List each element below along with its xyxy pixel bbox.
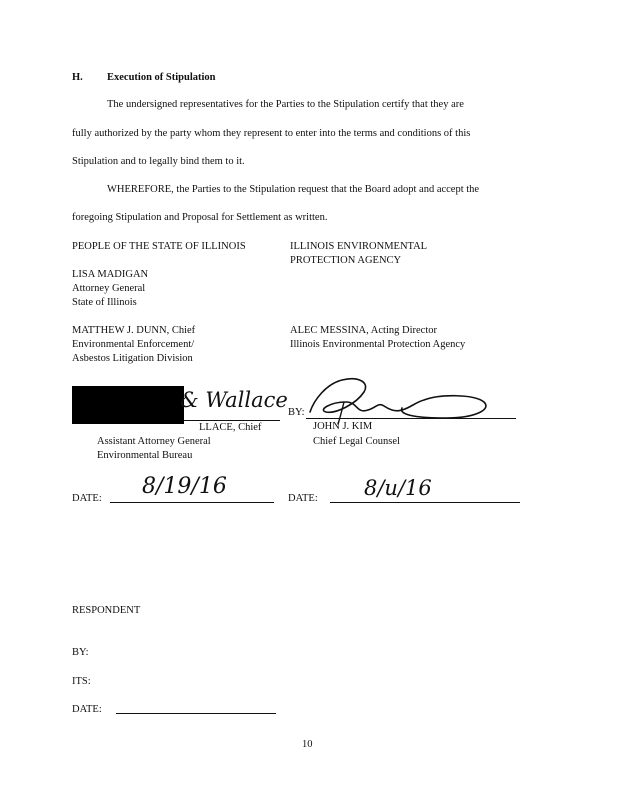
right-signer-title: Chief Legal Counsel xyxy=(313,436,400,447)
respondent-date-line xyxy=(116,713,276,714)
right-party-line1: ILLINOIS ENVIRONMENTAL xyxy=(290,241,428,252)
para1-line2: fully authorized by the party whom they represent to enter into the terms and conditions of this xyxy=(72,128,471,139)
para1-line1: The undersigned representatives for the Parties to the Stipulation certify that they are xyxy=(107,99,464,110)
left-date-line xyxy=(110,502,274,503)
right-date-line xyxy=(330,502,520,503)
para1-line3: Stipulation and to legally bind them to it. xyxy=(72,156,245,167)
left-signature: & Wallace xyxy=(180,388,288,412)
right-signature xyxy=(306,372,496,427)
right-signer-name: JOHN J. KIM xyxy=(313,421,373,432)
page-number: 10 xyxy=(302,739,313,750)
right-date-label: DATE: xyxy=(288,493,318,504)
respondent-by-label: BY: xyxy=(72,647,89,658)
ag-title: Attorney General xyxy=(72,283,146,294)
left-date-label: DATE: xyxy=(72,493,102,504)
redaction-block xyxy=(72,386,184,424)
chief-division-2: Asbestos Litigation Division xyxy=(72,353,193,364)
right-party-line2: PROTECTION AGENCY xyxy=(290,255,402,266)
director-name: ALEC MESSINA, Acting Director xyxy=(290,325,437,336)
respondent-heading: RESPONDENT xyxy=(72,605,141,616)
left-party: PEOPLE OF THE STATE OF ILLINOIS xyxy=(72,241,246,252)
ag-state: State of Illinois xyxy=(72,297,137,308)
right-date-value: 8/u/16 xyxy=(364,476,432,500)
para2-line2: foregoing Stipulation and Proposal for Settlement as written. xyxy=(72,212,328,223)
section-title: Execution of Stipulation xyxy=(107,72,216,83)
para2-line1: WHEREFORE, the Parties to the Stipulation request that the Board adopt and accept the xyxy=(107,184,480,195)
right-by-label: BY: xyxy=(288,407,305,418)
section-number: H. xyxy=(72,72,83,83)
chief-division-1: Environmental Enforcement/ xyxy=(72,339,195,350)
left-date-value: 8/19/16 xyxy=(142,474,227,499)
respondent-date-label: DATE: xyxy=(72,704,102,715)
chief-name: MATTHEW J. DUNN, Chief xyxy=(72,325,196,336)
respondent-its-label: ITS: xyxy=(72,676,91,687)
left-signer-bureau: Environmental Bureau xyxy=(97,450,193,461)
left-signer-suffix: LLACE, Chief xyxy=(199,422,262,433)
left-signer-title: Assistant Attorney General xyxy=(97,436,211,447)
ag-name: LISA MADIGAN xyxy=(72,269,149,280)
director-org: Illinois Environmental Protection Agency xyxy=(290,339,466,350)
